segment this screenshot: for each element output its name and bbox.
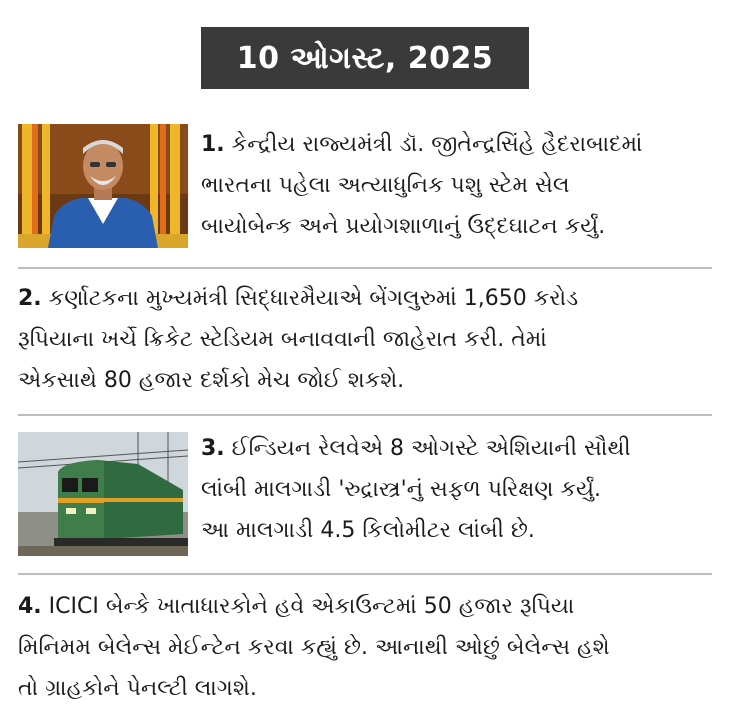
- news-item-3: [18, 428, 712, 556]
- news-item-4-text: [18, 586, 712, 709]
- freight-train-photo: [18, 432, 188, 556]
- news-item-4: [18, 586, 712, 710]
- item-body: ઈન્ડિયન રેલવેએ 8 ઓગસ્ટે એશિયાની સૌથી લાંબી માલગાડી 'રુદ્રાસ્ત્ર'નું સફળ પરિક્ષણ કર્યું. આ માલગાડી 4.5 કિલોમીટર લાંબી છે.: [201, 436, 631, 543]
- item-number: 4.: [18, 594, 42, 619]
- divider: [18, 414, 712, 416]
- news-item-1: [18, 124, 712, 248]
- date-banner: 10 ઓગસ્ટ, 2025: [201, 27, 529, 89]
- item-body: ICICI બેન્કે ખાતાધારકોને હવે એકાઉન્ટમાં 50 હજાર રૂપિયા મિનિમમ બેલેન્સ મેઈન્ટેન કરવા કહ્યું છે. આનાથી ઓછું બેલેન્સ હશે તો ગ્રાહકોને પેનલ્ટી લાગશે.: [18, 594, 610, 701]
- divider: [18, 267, 712, 269]
- divider: [18, 573, 712, 575]
- item-number: 2.: [18, 286, 42, 311]
- news-item-1-text: [201, 124, 711, 247]
- news-item-3-text: [201, 428, 711, 551]
- minister-photo: [18, 124, 188, 248]
- item-number: 1.: [201, 132, 225, 157]
- news-item-2: [18, 278, 712, 402]
- item-number: 3.: [201, 436, 225, 461]
- news-item-2-text: [18, 278, 712, 401]
- item-body: કર્ણાટકના મુખ્યમંત્રી સિદ્ધારમૈયાએ બેંગલુરુમાં 1,650 કરોડ રૂપિયાના ખર્ચે ક્રિકેટ સ્ટેડિયમ બનાવવાની જાહેરાત કરી. તેમાં એકસાથે 80 હજાર દર્શકો મેચ જોઈ શકશે.: [18, 286, 579, 393]
- item-body: કેન્દ્રીય રાજ્યમંત્રી ડૉ. જીતેન્દ્રસિંહે હૈદરાબાદમાં ભારતના પહેલા અત્યાધુનિક પશુ સ્ટેમ સેલ બાયોબેન્ક અને પ્રયોગશાળાનું ઉદ્દઘાટન કર્યું.: [201, 132, 643, 239]
